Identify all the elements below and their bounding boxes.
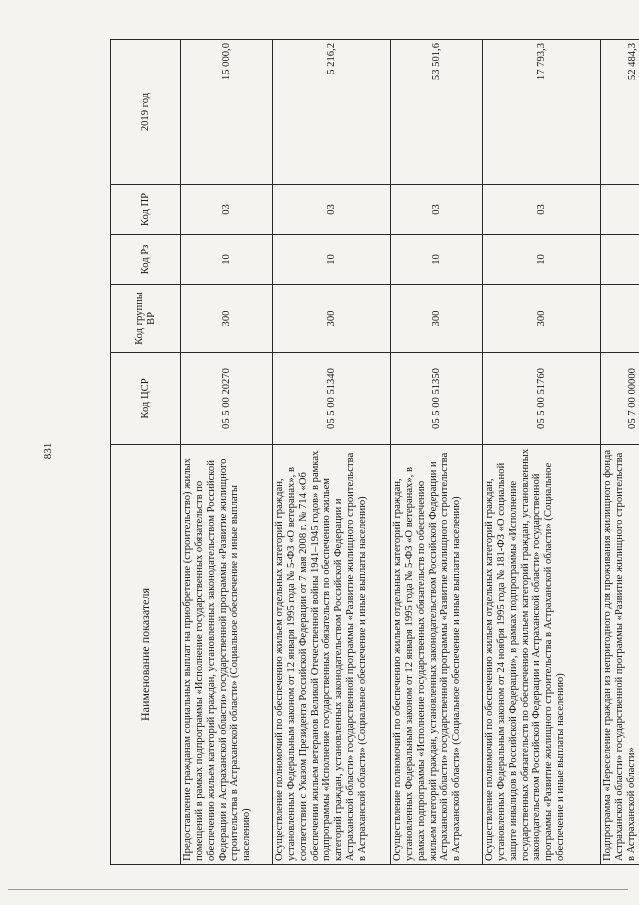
header-name: Наименование показателя (111, 445, 181, 865)
table-header-row (111, 40, 181, 865)
budget-table (110, 39, 639, 865)
row-csr: 05 5 00 51760 (483, 353, 601, 445)
row-amount: 5 216,2 (273, 40, 391, 185)
row-csr: 05 7 00 00000 (601, 353, 639, 445)
header-vr: Код группы ВР (111, 285, 181, 353)
row-vr: 300 (181, 285, 273, 353)
row-pr (601, 185, 639, 235)
row-amount: 52 484,3 (601, 40, 639, 185)
row-rz: 10 (391, 235, 483, 285)
row-rz: 10 (181, 235, 273, 285)
row-vr: 300 (483, 285, 601, 353)
table-row (601, 40, 639, 865)
row-vr (601, 285, 639, 353)
row-amount: 15 000,0 (181, 40, 273, 185)
header-pr: Код ПР (111, 185, 181, 235)
table-row (391, 40, 483, 865)
table-row (483, 40, 601, 865)
row-amount: 17 793,3 (483, 40, 601, 185)
page-number: 831 (42, 442, 54, 460)
row-vr: 300 (273, 285, 391, 353)
row-name: Предоставление гражданам социальных выплат на приобретение (строительство) жилых помещений в рамках подпрограммы «Исполнение государственных обязательств по обеспечению жильем категорий граждан, установленных законодательством Российской Федерации и Астраханской области» государственной программы «Развитие жилищного строительства в Астраханской области» (Социальное обеспечение и иные выплаты населению) (181, 445, 273, 865)
row-rz: 10 (483, 235, 601, 285)
row-csr: 05 5 00 20270 (181, 353, 273, 445)
row-csr: 05 5 00 51340 (273, 353, 391, 445)
row-rz: 10 (273, 235, 391, 285)
scan-edge-divider (8, 889, 628, 890)
row-pr: 03 (181, 185, 273, 235)
row-name: Осуществление полномочий по обеспечению жильем отдельных категорий граждан, установленных Федеральным законом от 24 ноября 1995 года № 181-ФЗ «О социальной защите инвалидов в Российской Федерации», в рамках подпрограммы «Исполнение государственных обязательств по обеспечению жильем категорий граждан, установленных законодательством Российской Федерации и Астраханской области» государственной программы «Развитие жилищного строительства в Астраханской области» (Социальное обеспечение и иные выплаты населению) (483, 445, 601, 865)
row-name: Осуществление полномочий по обеспечению жильем отдельных категорий граждан, установленных Федеральным законом от 12 января 1995 года № 5-ФЗ «О ветеранах», в рамках подпрограммы «Исполнение государственных обязательств по обеспечению жильем категорий граждан, установленных законодательством Российской Федерации и Астраханской области» государственной программы «Развитие жилищного строительства в Астраханской области» (Социальное обеспечение и иные выплаты населению) (391, 445, 483, 865)
header-csr: Код ЦСР (111, 353, 181, 445)
row-name: Осуществление полномочий по обеспечению жильем отдельных категорий граждан, установленных Федеральным законом от 12 января 1995 года № 5-ФЗ «О ветеранах», в соответствии с Указом Президента Российской Федерации от 7 мая 2008 г. № 714 «Об обеспечении жильем ветеранов Великой Отечественной войны 1941–1945 годов» в рамках подпрограммы «Исполнение государственных обязательств по обеспечению жильем категорий граждан, установленных законодательством Российской Федерации и Астраханской области» государственной программы «Развитие жилищного строительства в Астраханской области» (Социальное обеспечение и иные выплаты населению) (273, 445, 391, 865)
row-vr: 300 (391, 285, 483, 353)
row-pr: 03 (391, 185, 483, 235)
row-name: Подпрограмма «Переселение граждан из непригодного для проживания жилищного фонда Астраханской области» государственной программы «Развитие жилищного строительства в Астраханской области» (601, 445, 639, 865)
table-row (273, 40, 391, 865)
row-pr: 03 (273, 185, 391, 235)
row-amount: 53 501,6 (391, 40, 483, 185)
row-csr: 05 5 00 51350 (391, 353, 483, 445)
header-year: 2019 год (111, 40, 181, 185)
row-rz (601, 235, 639, 285)
row-pr: 03 (483, 185, 601, 235)
header-rz: Код Рз (111, 235, 181, 285)
budget-table-sheet (110, 40, 639, 865)
table-row (181, 40, 273, 865)
